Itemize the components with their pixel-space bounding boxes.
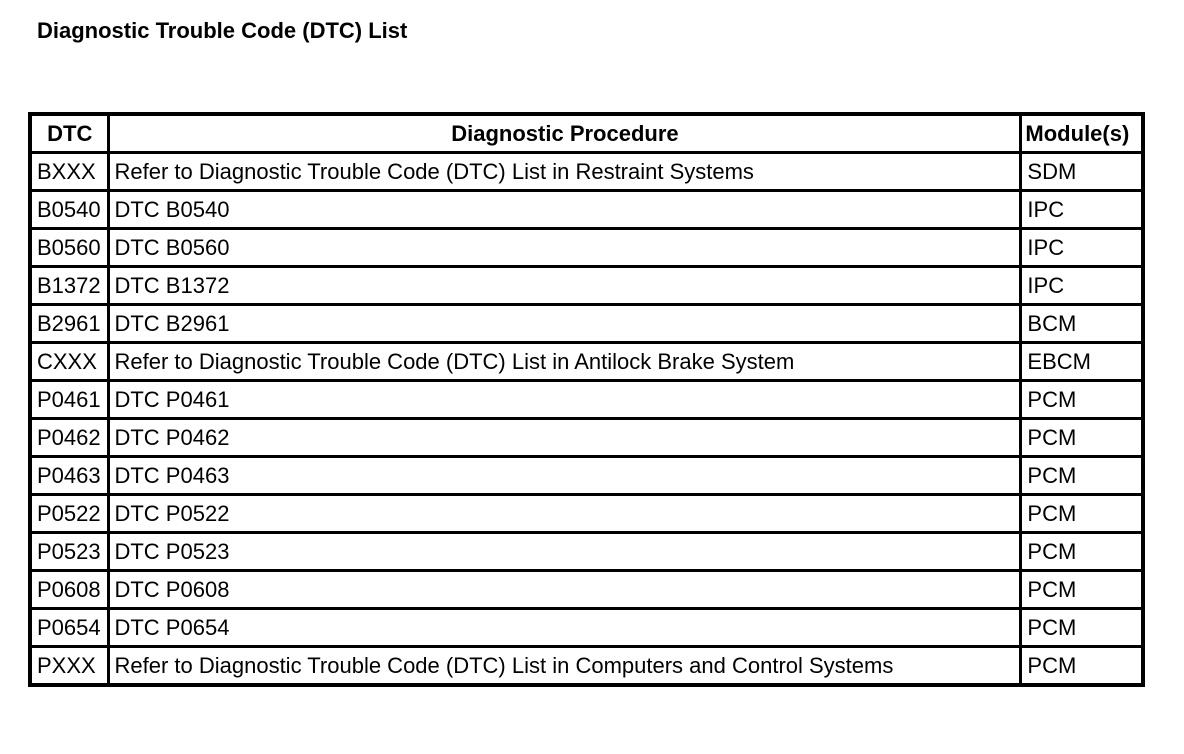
module-name: PCM	[1021, 533, 1143, 571]
dtc-code: BXXX	[30, 153, 109, 191]
module-name: PCM	[1021, 571, 1143, 609]
dtc-code: CXXX	[30, 343, 109, 381]
module-name: IPC	[1021, 267, 1143, 305]
table-row	[30, 229, 1143, 267]
table-row	[30, 571, 1143, 609]
table-row	[30, 609, 1143, 647]
procedure-link[interactable]: DTC P0522	[109, 495, 1021, 533]
module-name: BCM	[1021, 305, 1143, 343]
dtc-code: P0462	[30, 419, 109, 457]
procedure-link[interactable]: DTC P0461	[109, 381, 1021, 419]
dtc-code: B0560	[30, 229, 109, 267]
dtc-code: P0522	[30, 495, 109, 533]
header-diagnostic-procedure: Diagnostic Procedure	[109, 114, 1021, 153]
procedure-link[interactable]: DTC P0608	[109, 571, 1021, 609]
table-row	[30, 457, 1143, 495]
table-header-row	[30, 114, 1143, 153]
module-name: SDM	[1021, 153, 1143, 191]
procedure-link[interactable]: DTC B0540	[109, 191, 1021, 229]
dtc-code: B1372	[30, 267, 109, 305]
module-name: PCM	[1021, 419, 1143, 457]
module-name: IPC	[1021, 229, 1143, 267]
dtc-code: P0654	[30, 609, 109, 647]
module-name: PCM	[1021, 647, 1143, 686]
procedure-link[interactable]: DTC B0560	[109, 229, 1021, 267]
dtc-code: B2961	[30, 305, 109, 343]
table-row	[30, 153, 1143, 191]
dtc-table	[28, 112, 1145, 687]
module-name: PCM	[1021, 457, 1143, 495]
header-dtc: DTC	[30, 114, 109, 153]
procedure-link[interactable]: DTC B2961	[109, 305, 1021, 343]
procedure-link[interactable]: Refer to Diagnostic Trouble Code (DTC) List in Restraint Systems	[109, 153, 1021, 191]
dtc-code: PXXX	[30, 647, 109, 686]
table-row	[30, 495, 1143, 533]
dtc-code: P0463	[30, 457, 109, 495]
table-row	[30, 419, 1143, 457]
module-name: PCM	[1021, 381, 1143, 419]
procedure-link[interactable]: DTC B1372	[109, 267, 1021, 305]
page-title: Diagnostic Trouble Code (DTC) List	[37, 18, 408, 43]
table-row	[30, 343, 1143, 381]
table-row	[30, 381, 1143, 419]
procedure-link[interactable]: DTC P0654	[109, 609, 1021, 647]
procedure-link[interactable]: DTC P0462	[109, 419, 1021, 457]
table-row	[30, 533, 1143, 571]
table-row	[30, 647, 1143, 686]
module-name: PCM	[1021, 609, 1143, 647]
module-name: IPC	[1021, 191, 1143, 229]
header-modules: Module(s)	[1021, 114, 1143, 153]
table-row	[30, 305, 1143, 343]
dtc-code: P0523	[30, 533, 109, 571]
procedure-link[interactable]: Refer to Diagnostic Trouble Code (DTC) List in Computers and Control Systems	[109, 647, 1021, 686]
module-name: PCM	[1021, 495, 1143, 533]
procedure-link[interactable]: DTC P0523	[109, 533, 1021, 571]
module-name: EBCM	[1021, 343, 1143, 381]
procedure-link[interactable]: Refer to Diagnostic Trouble Code (DTC) List in Antilock Brake System	[109, 343, 1021, 381]
procedure-link[interactable]: DTC P0463	[109, 457, 1021, 495]
dtc-code: P0608	[30, 571, 109, 609]
dtc-code: P0461	[30, 381, 109, 419]
table-row	[30, 191, 1143, 229]
table-row	[30, 267, 1143, 305]
dtc-code: B0540	[30, 191, 109, 229]
